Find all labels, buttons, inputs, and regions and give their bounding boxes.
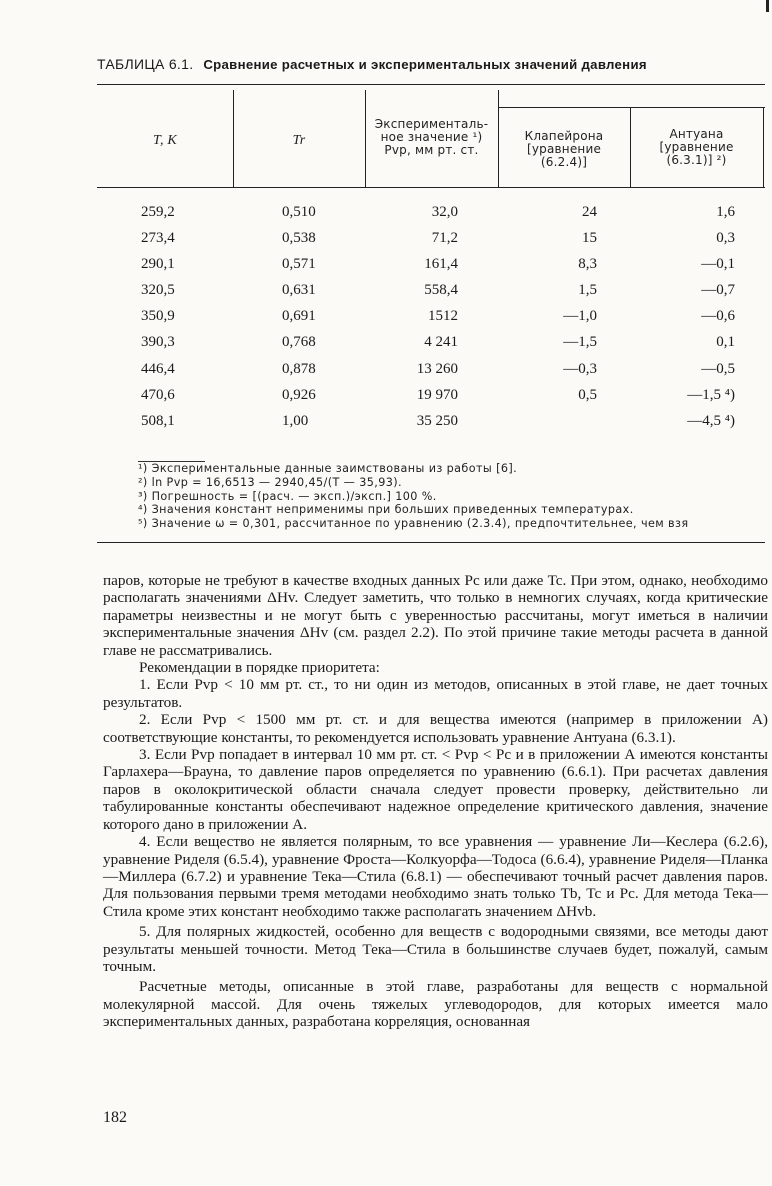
cell-exp: 1512: [428, 308, 458, 325]
table-row: [97, 204, 765, 230]
table-row: [97, 230, 765, 256]
table-row: [97, 308, 765, 334]
cell-kl: 1,5: [578, 282, 597, 299]
paragraph: 1. Если Pvp < 10 мм рт. ст., то ни один из методов, описанных в этой главе, не дает точных результатов.: [103, 676, 768, 711]
table-header: [97, 84, 765, 194]
cell-kl: 8,3: [578, 256, 597, 273]
cell-exp: 19 970: [416, 386, 458, 403]
header-an-line: [уравнение: [659, 140, 734, 154]
group-rule: [499, 107, 765, 108]
cell-exp: 13 260: [416, 360, 458, 377]
footnote: ³) Погрешность = [(расч. — эксп.)/эксп.] 100 %.: [138, 489, 437, 503]
header-bottom-rule: [97, 187, 765, 188]
cell-exp: 35 250: [416, 412, 458, 429]
header-an-line: (6.3.1)] ²): [666, 153, 727, 167]
footnotes: [138, 462, 768, 531]
header-an-line: Антуана: [669, 127, 724, 141]
header-exp-line: ное значение ¹): [380, 130, 483, 144]
cell-tr: 0,878: [282, 360, 316, 377]
cell-an: —4,5 ⁴): [687, 412, 735, 429]
header-tr: Tr: [292, 133, 306, 148]
table-label: ТАБЛИЦА 6.1.: [97, 56, 194, 72]
cell-t: 273,4: [141, 230, 175, 247]
footnote: ¹) Экспериментальные данные заимствованы из работы [6].: [138, 462, 518, 475]
cell-tr: 0,926: [282, 386, 316, 403]
header-kl-line: [уравнение: [526, 142, 602, 156]
cell-tr: 0,538: [282, 230, 316, 247]
cell-an: —0,7: [701, 282, 735, 299]
cell-exp: 161,4: [424, 256, 458, 273]
header-exp: [365, 118, 498, 157]
header-kl-line: Клапейрона: [524, 129, 604, 143]
page-edge-mark: [766, 0, 769, 12]
cell-t: 446,4: [141, 360, 175, 377]
cell-t: 390,3: [141, 334, 175, 351]
paragraph: 2. Если Pvp < 1500 мм рт. ст. и для вещества имеются (например в приложении А) соответствующие константы, то рекомендуется использовать уравнение Антуана (6.3.1).: [103, 711, 768, 746]
table-row: [97, 387, 765, 413]
cell-tr: 0,510: [282, 204, 316, 220]
cell-kl: —0,3: [563, 360, 597, 377]
footnote: ²) ln Pvp = 16,6513 — 2940,45/(T — 35,93).: [138, 475, 402, 489]
cell-exp: 32,0: [431, 204, 458, 220]
cell-tr: 0,571: [282, 256, 316, 273]
cell-an: —0,6: [701, 308, 735, 325]
cell-tr: 0,631: [282, 282, 316, 299]
cell-tr: 1,00: [282, 412, 309, 429]
cell-kl: 0,5: [578, 386, 597, 403]
cell-t: 259,2: [141, 204, 175, 220]
cell-kl: 24: [582, 204, 597, 220]
table-row: [97, 334, 765, 360]
page-number: 182: [103, 1109, 127, 1126]
cell-kl: 15: [582, 230, 597, 247]
body-text: [103, 572, 768, 1031]
table-row: [97, 361, 765, 387]
cell-t: 470,6: [141, 386, 175, 403]
cell-an: 0,1: [716, 334, 735, 351]
table-row: [97, 282, 765, 308]
cell-exp: 558,4: [424, 282, 458, 299]
cell-an: —1,5 ⁴): [687, 386, 735, 403]
cell-an: 0,3: [716, 230, 735, 247]
paragraph: паров, которые не требуют в качестве входных данных Pc или даже Tc. При этом, однако, необходимо располагать значениями ΔHv. Следует заметить, что только в немногих случаях, когда критические параметры неизвестны и не могут быть с уверенностью рассчитаны, могут иметься в наличии экспериментальные значения ΔHv (см. раздел 2.2). По этой причине такие методы расчета в данной главе не рассматривались.: [103, 572, 768, 659]
cell-tr: 0,691: [282, 308, 316, 325]
header-antuan: [630, 128, 763, 167]
col-divider: [763, 107, 764, 187]
paragraph: Расчетные методы, описанные в этой главе, разработаны для веществ с нормальной молекулярной массой. Для очень тяжелых углеводородов, для которых имеется мало экспериментальных данных, разработана корреляция, основанная: [103, 978, 768, 1031]
footnote: ⁵) Значение ω = 0,301, рассчитанное по уравнению (2.3.4), предпочтительнее, чем взя: [138, 517, 689, 531]
header-t: T, K: [153, 133, 177, 148]
cell-t: 350,9: [141, 308, 175, 325]
cell-an: 1,6: [716, 204, 735, 220]
table-row: [97, 413, 765, 439]
cell-exp: 71,2: [431, 230, 458, 247]
table-row: [97, 256, 765, 282]
table-caption: Сравнение расчетных и экспериментальных значений давления: [203, 57, 647, 72]
cell-an: —0,1: [701, 256, 735, 273]
header-exp-line: Эксперименталь-: [374, 117, 489, 131]
table-title: [97, 56, 757, 74]
paragraph: 4. Если вещество не является полярным, то все уравнения — уравнение Ли—Кеслера (6.2.6), уравнение Риделя (6.5.4), уравнение Фроста—Колкуорфа—Тодоса (6.6.4), уравнение Риделя—Планка—Миллера (6.7.2) и уравнение Тека—Стила (6.8.1) — обеспечивают точный расчет давления паров. Для пользования первыми тремя методами необходимо знать только Tb, Tc и Pc. Для метода Тека—Стила кроме этих констант необходимо также располагать значением ΔHvb.: [103, 833, 768, 920]
paragraph: 5. Для полярных жидкостей, особенно для веществ с водородными связями, все методы дают результаты меньшей точности. Метод Тека—Стила в большинстве случаев будет, пожалуй, самым точным.: [103, 923, 768, 975]
paragraph: 3. Если Pvp попадает в интервал 10 мм рт. ст. < Pvp < Pc и в приложении А имеются константы Гарлахера—Брауна, то давление паров определяется по уравнению (6.6.1). При расчетах давления паров в околокритической области сначала следует провести проверку, действительно ли табулированные константы обеспечивают надежное определение критического давления, значение которого дано в приложении А.: [103, 746, 768, 833]
cell-t: 320,5: [141, 282, 175, 299]
cell-t: 290,1: [141, 256, 175, 273]
cell-tr: 0,768: [282, 334, 316, 351]
footnote: ⁴) Значения констант неприменимы при больших приведенных температурах.: [138, 503, 634, 517]
header-klapeyron: [498, 130, 630, 169]
cell-kl: —1,0: [563, 308, 597, 325]
paragraph: Рекомендации в порядке приоритета:: [139, 659, 380, 677]
cell-t: 508,1: [141, 412, 175, 429]
header-exp-line: Pvp, мм рт. ст.: [384, 143, 479, 157]
table-body: [97, 204, 765, 439]
header-kl-line: (6.2.4)]: [540, 155, 588, 169]
table-bottom-rule: [97, 542, 765, 543]
cell-kl: —1,5: [563, 334, 597, 351]
cell-exp: 4 241: [424, 334, 458, 351]
cell-an: —0,5: [701, 360, 735, 377]
table-top-rule: [97, 84, 765, 85]
